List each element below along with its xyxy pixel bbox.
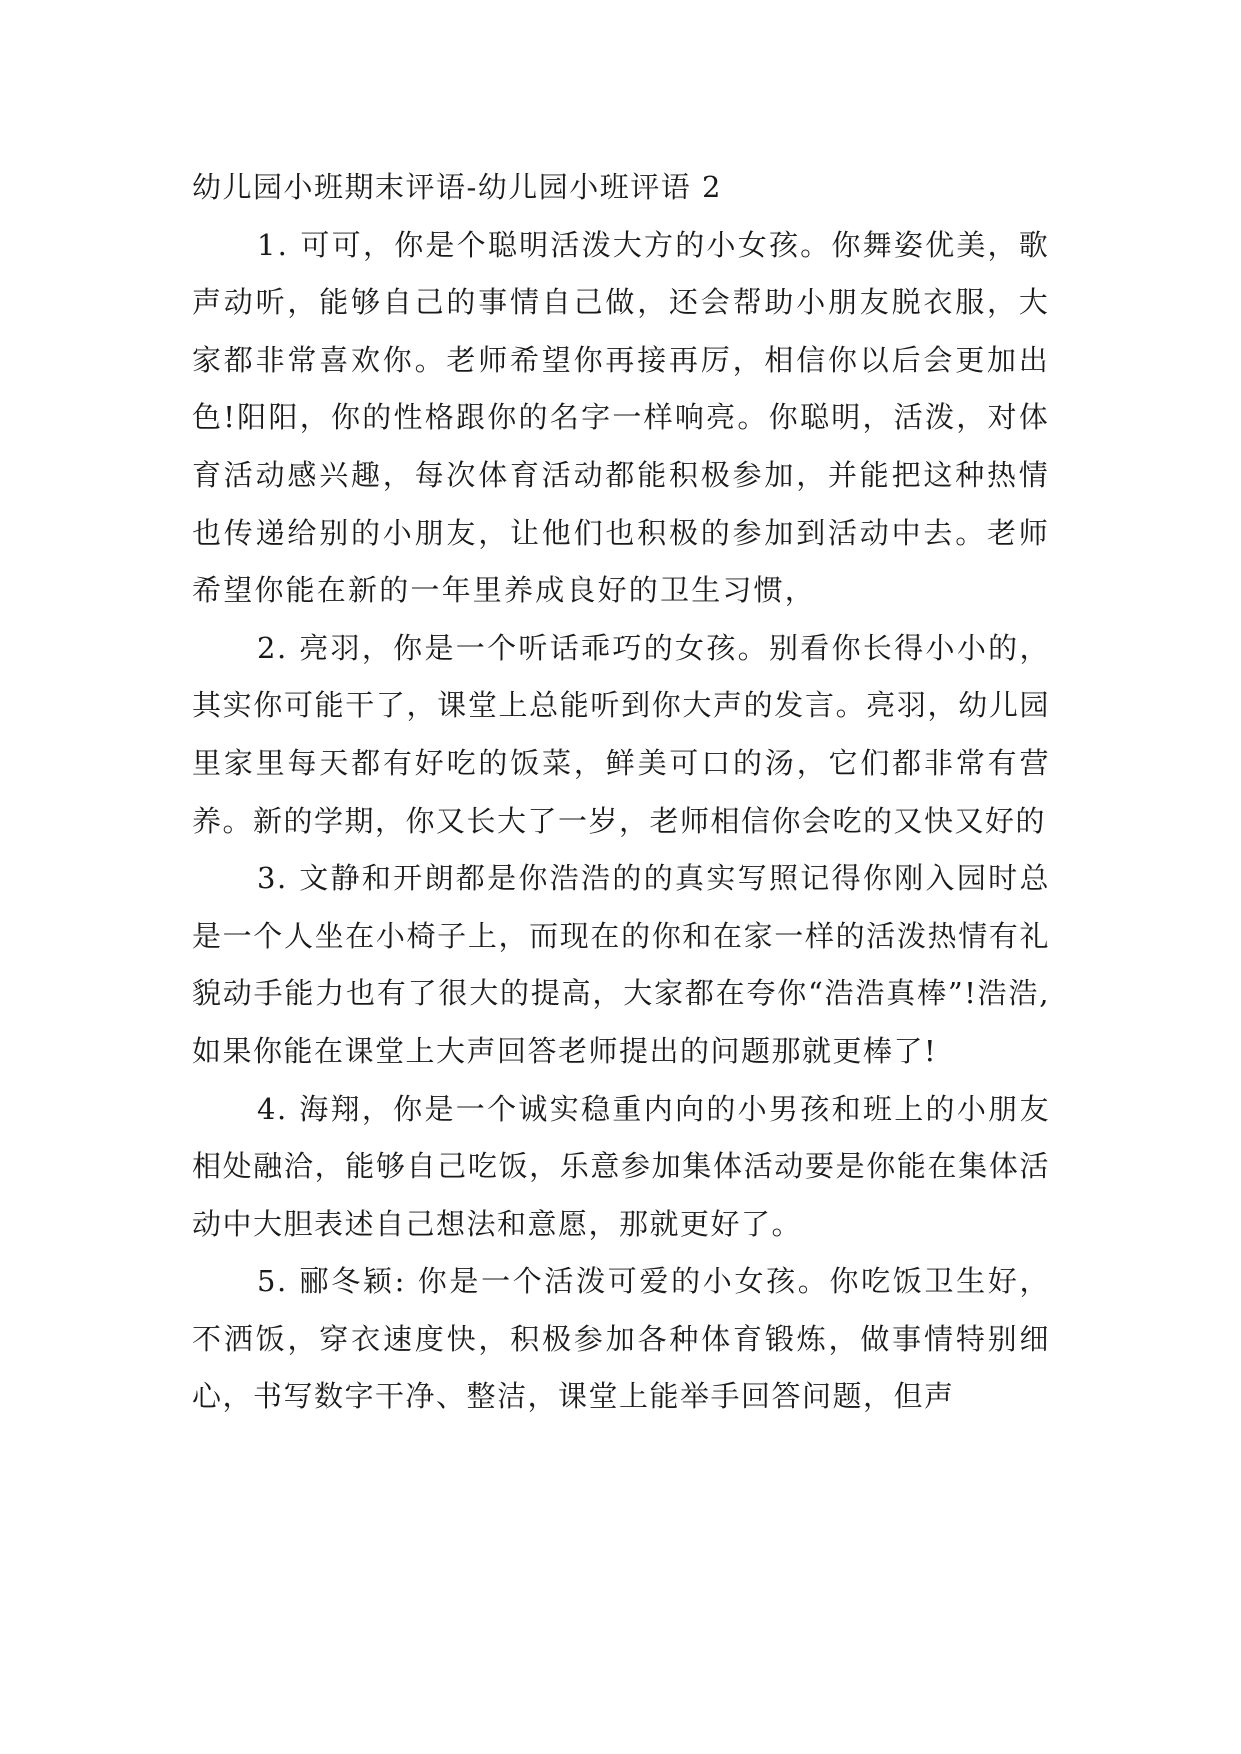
comment-paragraph-1: 1. 可可，你是个聪明活泼大方的小女孩。你舞姿优美，歌声动听，能够自己的事情自己做，还会帮助小朋友脱衣服，大家都非常喜欢你。老师希望你再接再厉，相信你以后会更加出色!阳阳，你的性格跟你的名字一样响亮。你聪明，活泼，对体育活动感兴趣，每次体育活动都能积极参加，并能把这种热情也传递给别的小朋友，让他们也积极的参加到活动中去。老师希望你能在新的一年里养成良好的卫生习惯，: [192, 227, 1050, 608]
document-title: 幼儿园小班期末评语-幼儿园小班评语 2: [192, 170, 722, 204]
document-body: [192, 159, 1050, 1426]
comment-paragraph-5: 5. 郦冬颖: 你是一个活泼可爱的小女孩。你吃饭卫生好，不洒饭，穿衣速度快，积极参加各种体育锻炼，做事情特别细心，书写数字干净、整洁，课堂上能举手回答问题，但声: [192, 1264, 1050, 1414]
comment-paragraph-2: 2. 亮羽，你是一个听话乖巧的女孩。别看你长得小小的，其实你可能干了，课堂上总能听到你大声的发言。亮羽，幼儿园里家里每天都有好吃的饭菜，鲜美可口的汤，它们都非常有营养。新的学期，你又长大了一岁，老师相信你会吃的又快又好的: [192, 630, 1050, 838]
comment-paragraph-4: 4. 海翔，你是一个诚实稳重内向的小男孩和班上的小朋友相处融洽，能够自己吃饭，乐意参加集体活动要是你能在集体活动中大胆表述自己想法和意愿，那就更好了。: [192, 1091, 1050, 1241]
comment-paragraph-3: 3. 文静和开朗都是你浩浩的的真实写照记得你刚入园时总是一个人坐在小椅子上，而现在的你和在家一样的活泼热情有礼貌动手能力也有了很大的提高，大家都在夸你“浩浩真棒”!浩浩,如果你能在课堂上大声回答老师提出的问题那就更棒了!: [192, 861, 1050, 1068]
